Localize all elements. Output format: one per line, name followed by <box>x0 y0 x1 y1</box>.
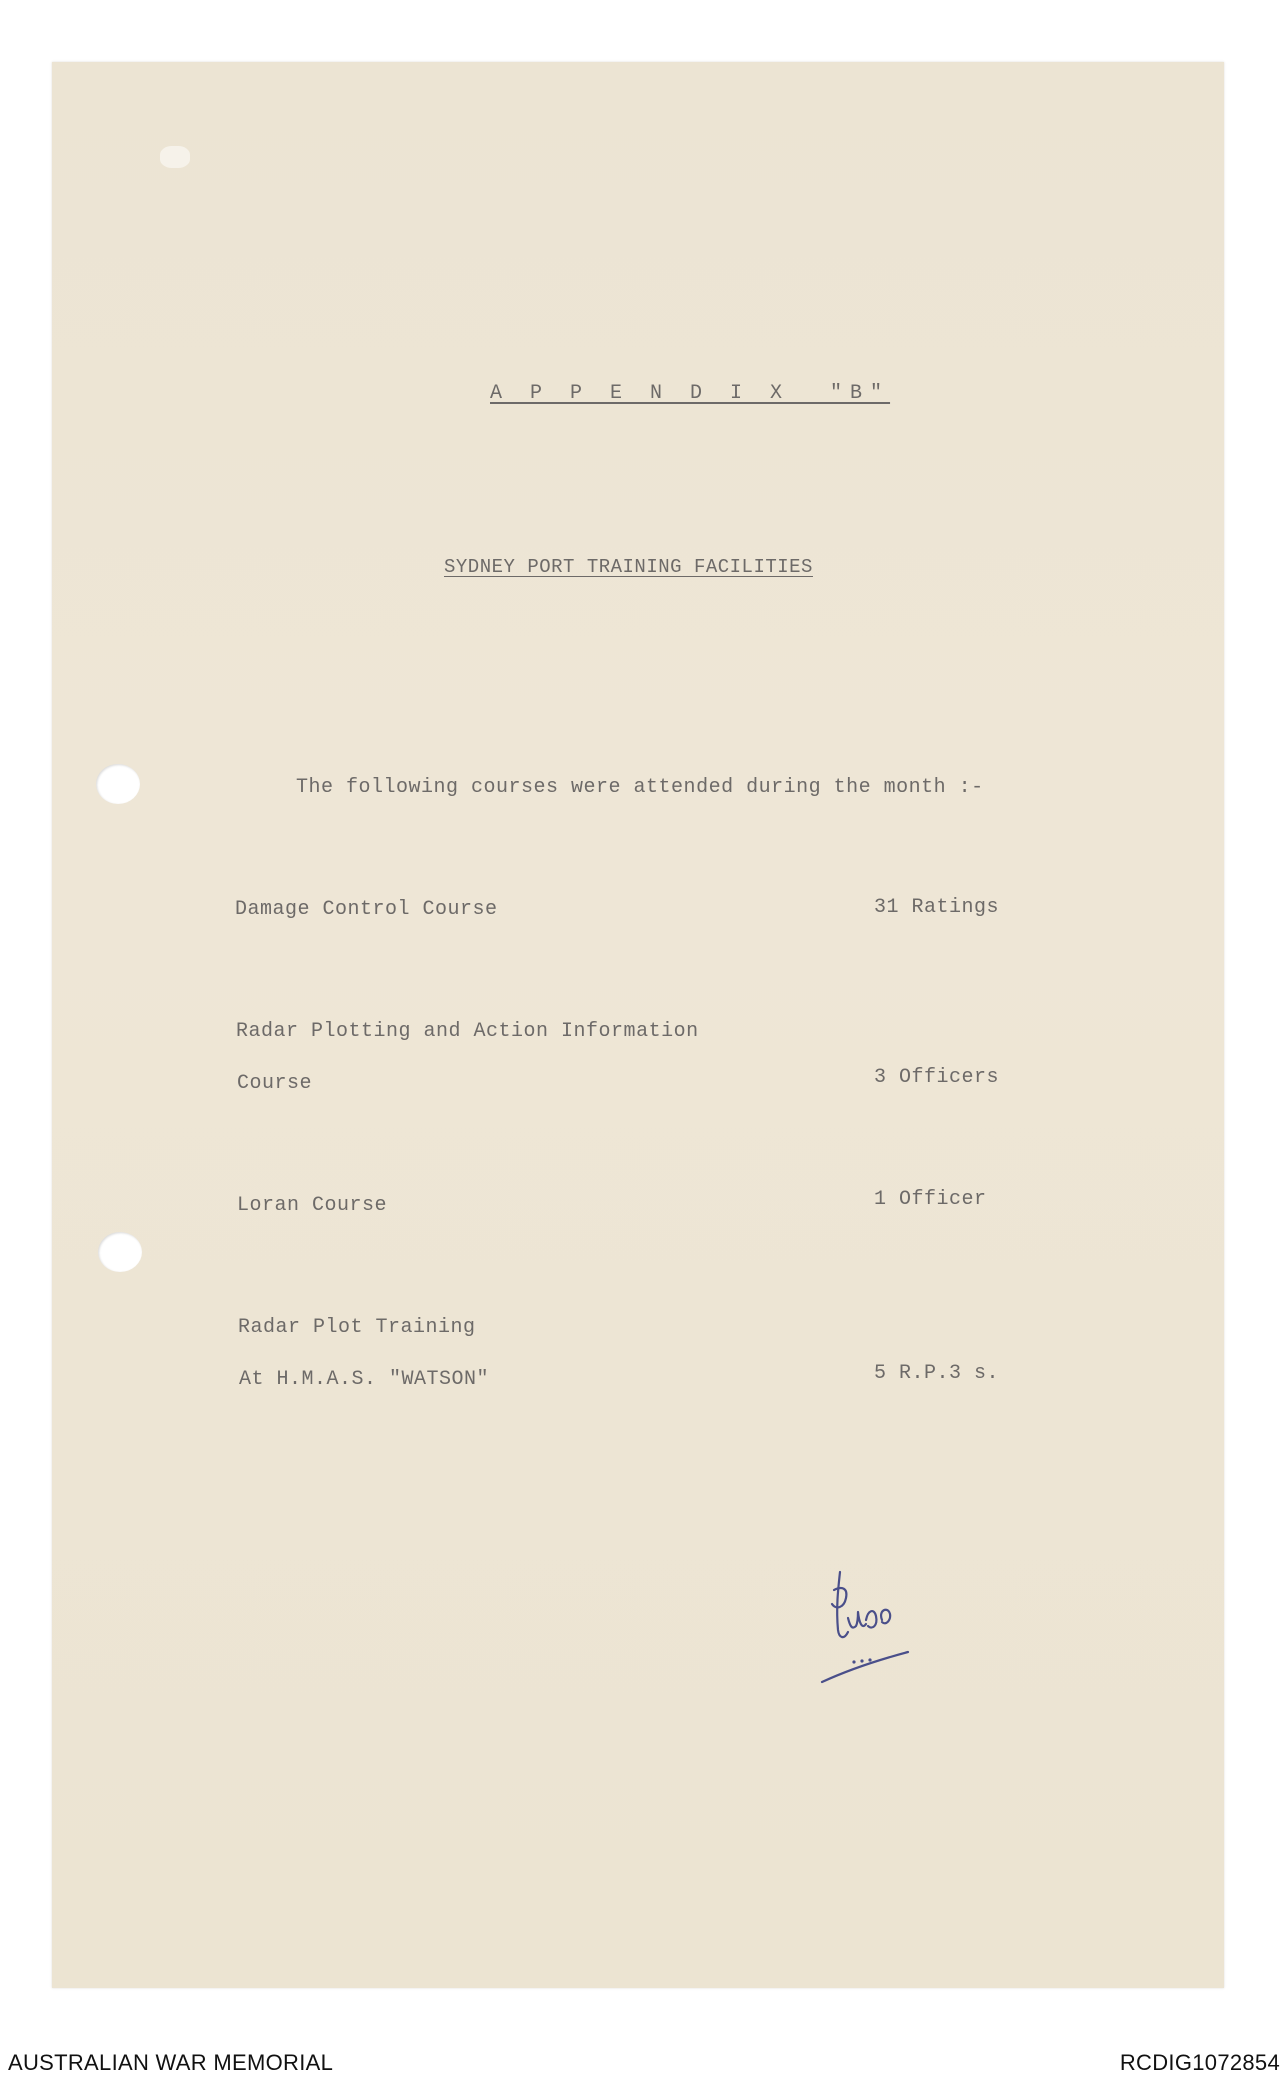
course-attendance: 31 Ratings <box>874 896 1000 919</box>
document-page <box>52 62 1224 1988</box>
course-attendance: 1 Officer <box>874 1188 987 1211</box>
punch-hole <box>98 1232 142 1272</box>
course-name: Radar Plot Training <box>238 1316 476 1339</box>
footer-record-id: RCDIG1072854 <box>1119 2050 1280 2075</box>
course-attendance: 5 R.P.3 s. <box>874 1362 1000 1385</box>
course-name: Radar Plotting and Action Information <box>236 1020 699 1043</box>
intro-text: The following courses were attended during the month :- <box>296 776 984 799</box>
course-name: Loran Course <box>237 1194 388 1217</box>
handwritten-signature <box>818 1560 918 1690</box>
document-subtitle: SYDNEY PORT TRAINING FACILITIES <box>444 556 813 578</box>
paper-tear-mark <box>160 146 190 168</box>
footer-archive-name: AUSTRALIAN WAR MEMORIAL <box>8 2050 334 2075</box>
punch-hole <box>96 764 140 804</box>
appendix-title: A P P E N D I X "B" <box>490 382 891 405</box>
course-name-continued: At H.M.A.S. "WATSON" <box>239 1368 490 1391</box>
course-name: Damage Control Course <box>235 898 498 921</box>
course-name-continued: Course <box>237 1072 313 1095</box>
course-attendance: 3 Officers <box>874 1066 1000 1089</box>
